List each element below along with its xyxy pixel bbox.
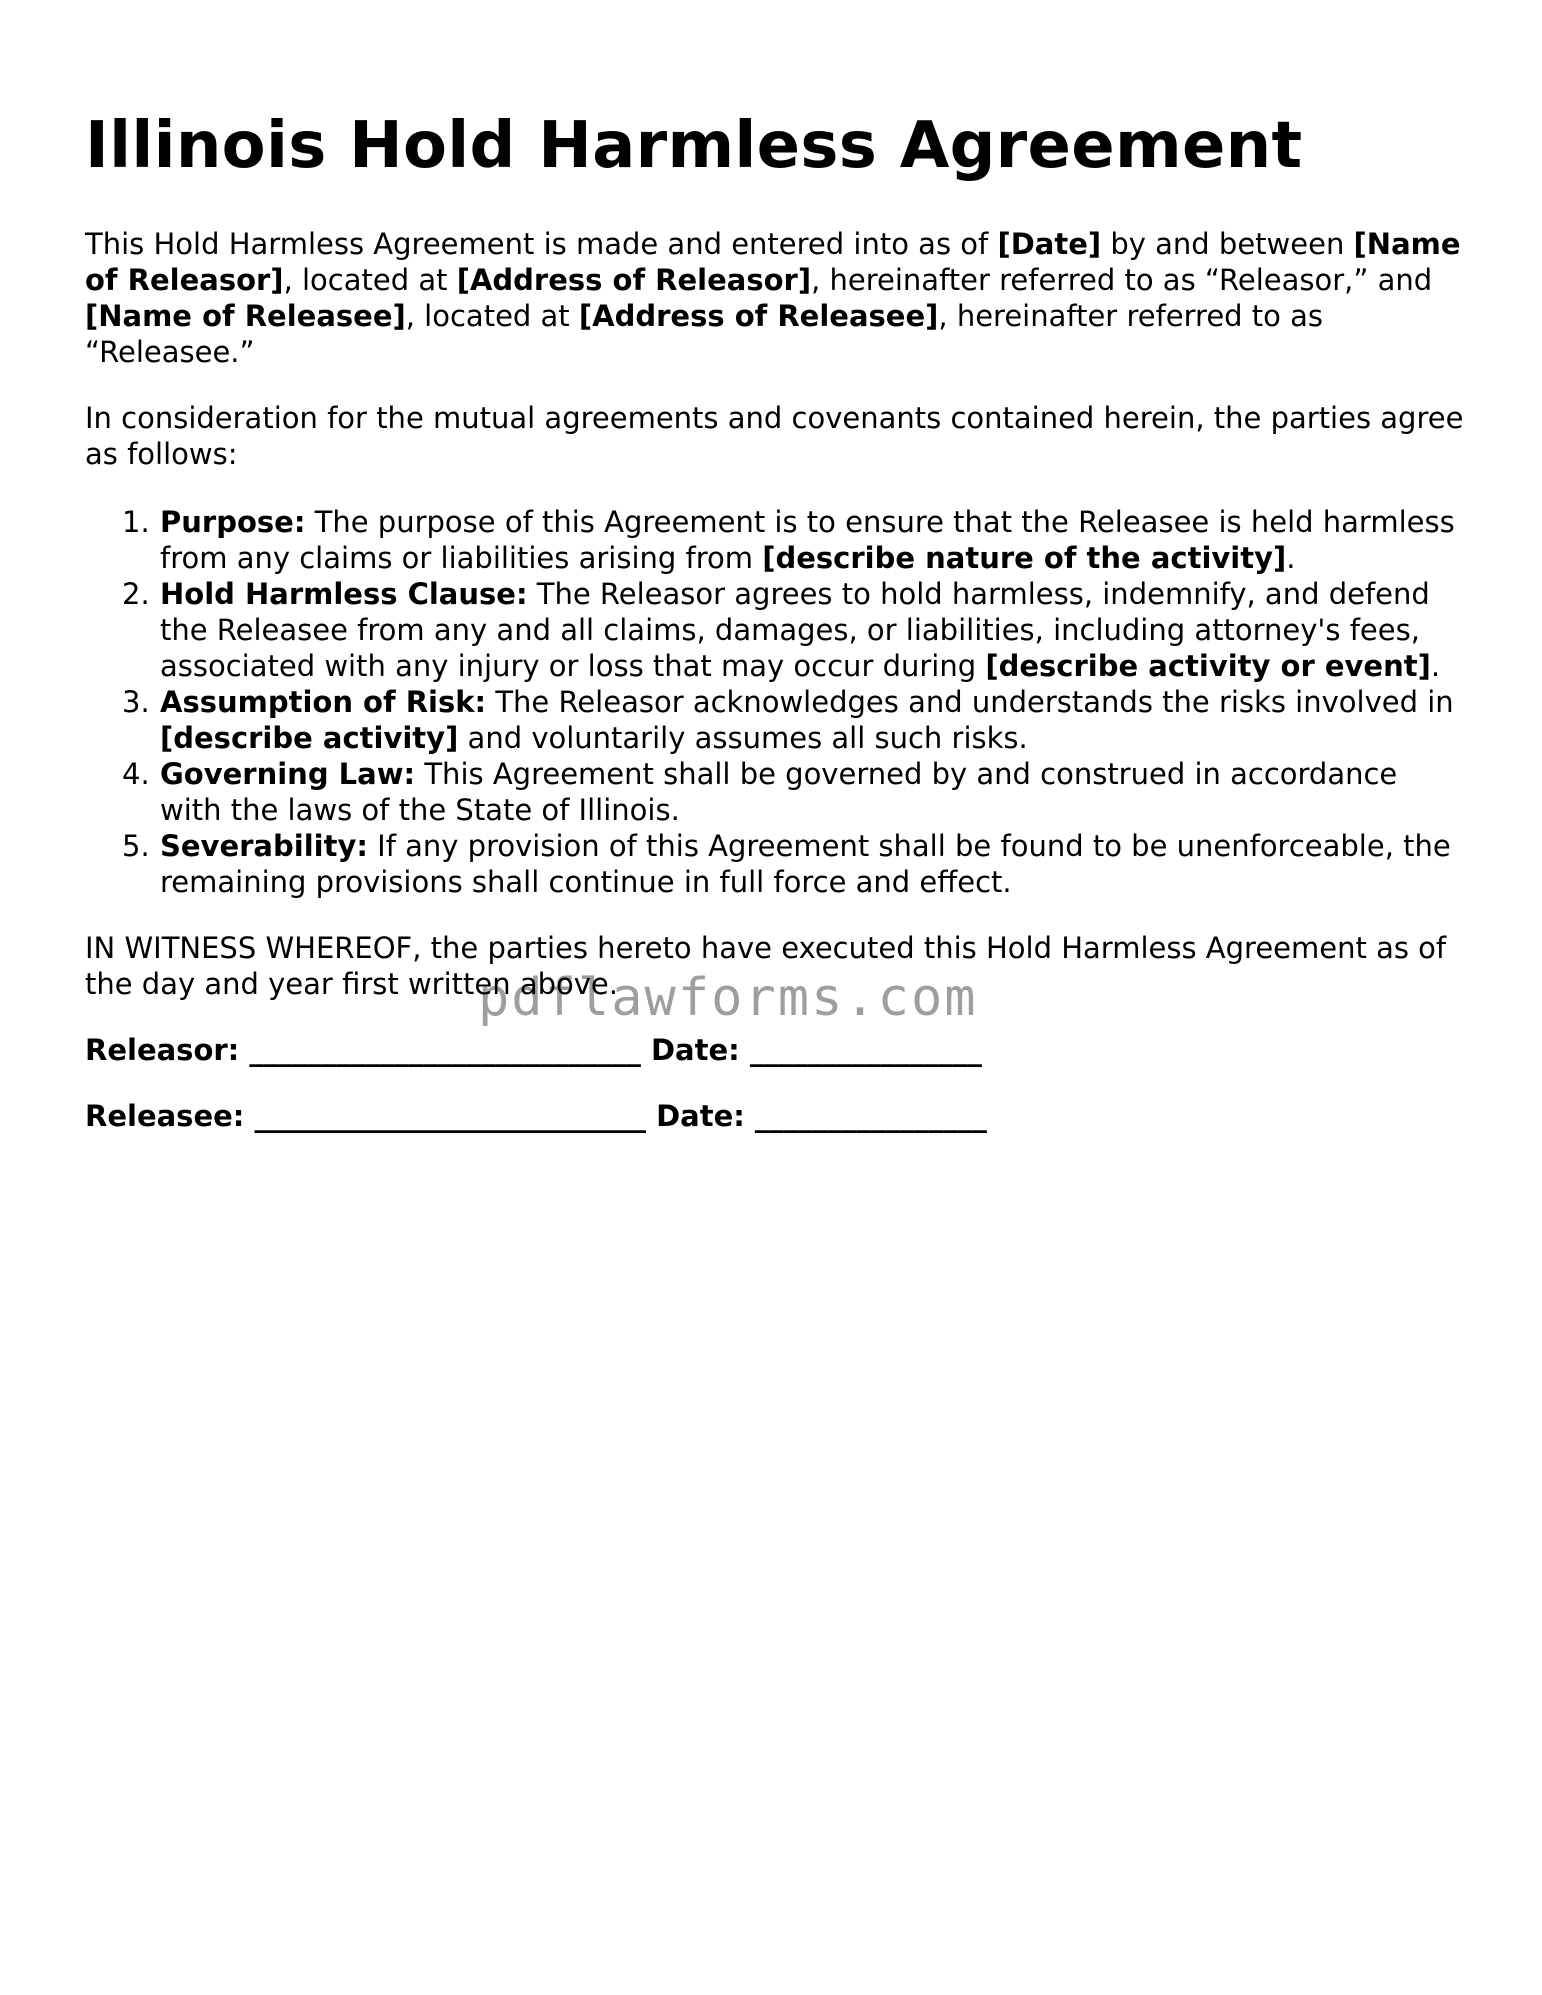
clause-item-severability [85,828,1465,900]
intro-text: , hereinafter referred to as “Releasee.” [85,299,1323,369]
releasee-name-placeholder: [Name of Releasee] [85,299,406,333]
clause-label: Purpose: [160,505,306,539]
releasee-signature-line [85,1098,1465,1134]
clause-text: The Releasor agrees to hold harmless, indemnify, and defend the Releasee from any and all claims, damages, or liabilities, including attorney's fees, associated with any injury or loss that may occur during [160,577,1430,683]
intro-text: , located at [283,263,457,297]
releasor-signature-label: Releasor: ___________________________ Date: ________________ [85,1033,982,1067]
releasor-address-placeholder: [Address of Releasor] [456,263,812,297]
consideration-paragraph: In consideration for the mutual agreements and covenants contained herein, the parties agree as follows: [85,401,1464,471]
clause-label: Assumption of Risk: [160,685,487,719]
watermark: pdflawforms.com [478,968,978,1028]
clause-label: Hold Harmless Clause: [160,577,528,611]
clause-item-hold-harmless [85,576,1465,684]
clause-text: . [1286,541,1296,575]
clause-number: 1. [122,505,150,539]
clause-text: . [1430,649,1441,683]
clause-placeholder: [describe activity or event] [985,649,1431,683]
clause-item-governing-law [85,756,1465,828]
clause-number: 3. [122,685,150,719]
clause-text: The purpose of this Agreement is to ensure that the Releasee is held harmless from any claims or liabilities arising from [160,505,1455,575]
clause-number: 2. [122,577,150,611]
releasor-name-placeholder: [Name of Releasor] [85,227,1461,297]
document-page [85,0,1465,1134]
clause-item-assumption-of-risk [85,684,1465,756]
intro-text: This Hold Harmless Agreement is made and entered into as of [85,227,998,261]
witness-paragraph: IN WITNESS WHEREOF, the parties hereto have executed this Hold Harmless Agreement as of the day and year first written above. [85,931,1447,1001]
clause-placeholder: [describe activity] [160,721,459,755]
intro-paragraph [85,226,1465,370]
clause-text: This Agreement shall be governed by and construed in accordance with the laws of the State of Illinois. [160,757,1398,827]
clause-label: Severability: [160,829,368,863]
clause-text: and voluntarily assumes all such risks. [458,721,1028,755]
intro-text: by and between [1101,227,1354,261]
clause-text: If any provision of this Agreement shall be found to be unenforceable, the remaining provisions shall continue in full force and effect. [160,829,1451,899]
releasee-address-placeholder: [Address of Releasee] [578,299,939,333]
clause-placeholder: [describe nature of the activity] [762,541,1287,575]
clause-text: The Releasor acknowledges and understands the risks involved in [486,685,1454,719]
clause-number: 5. [122,829,150,863]
clause-item-purpose [85,504,1465,576]
releasor-signature-line [85,1032,1465,1068]
document-title: Illinois Hold Harmless Agreement [85,109,1303,183]
intro-text: , located at [405,299,579,333]
releasee-signature-label: Releasee: ___________________________ Date: ________________ [85,1099,987,1133]
clause-label: Governing Law: [160,757,416,791]
intro-text: , hereinafter referred to as “Releasor,” and [811,263,1433,297]
clause-list [85,504,1465,900]
date-placeholder: [Date] [997,227,1102,261]
clause-number: 4. [122,757,150,791]
